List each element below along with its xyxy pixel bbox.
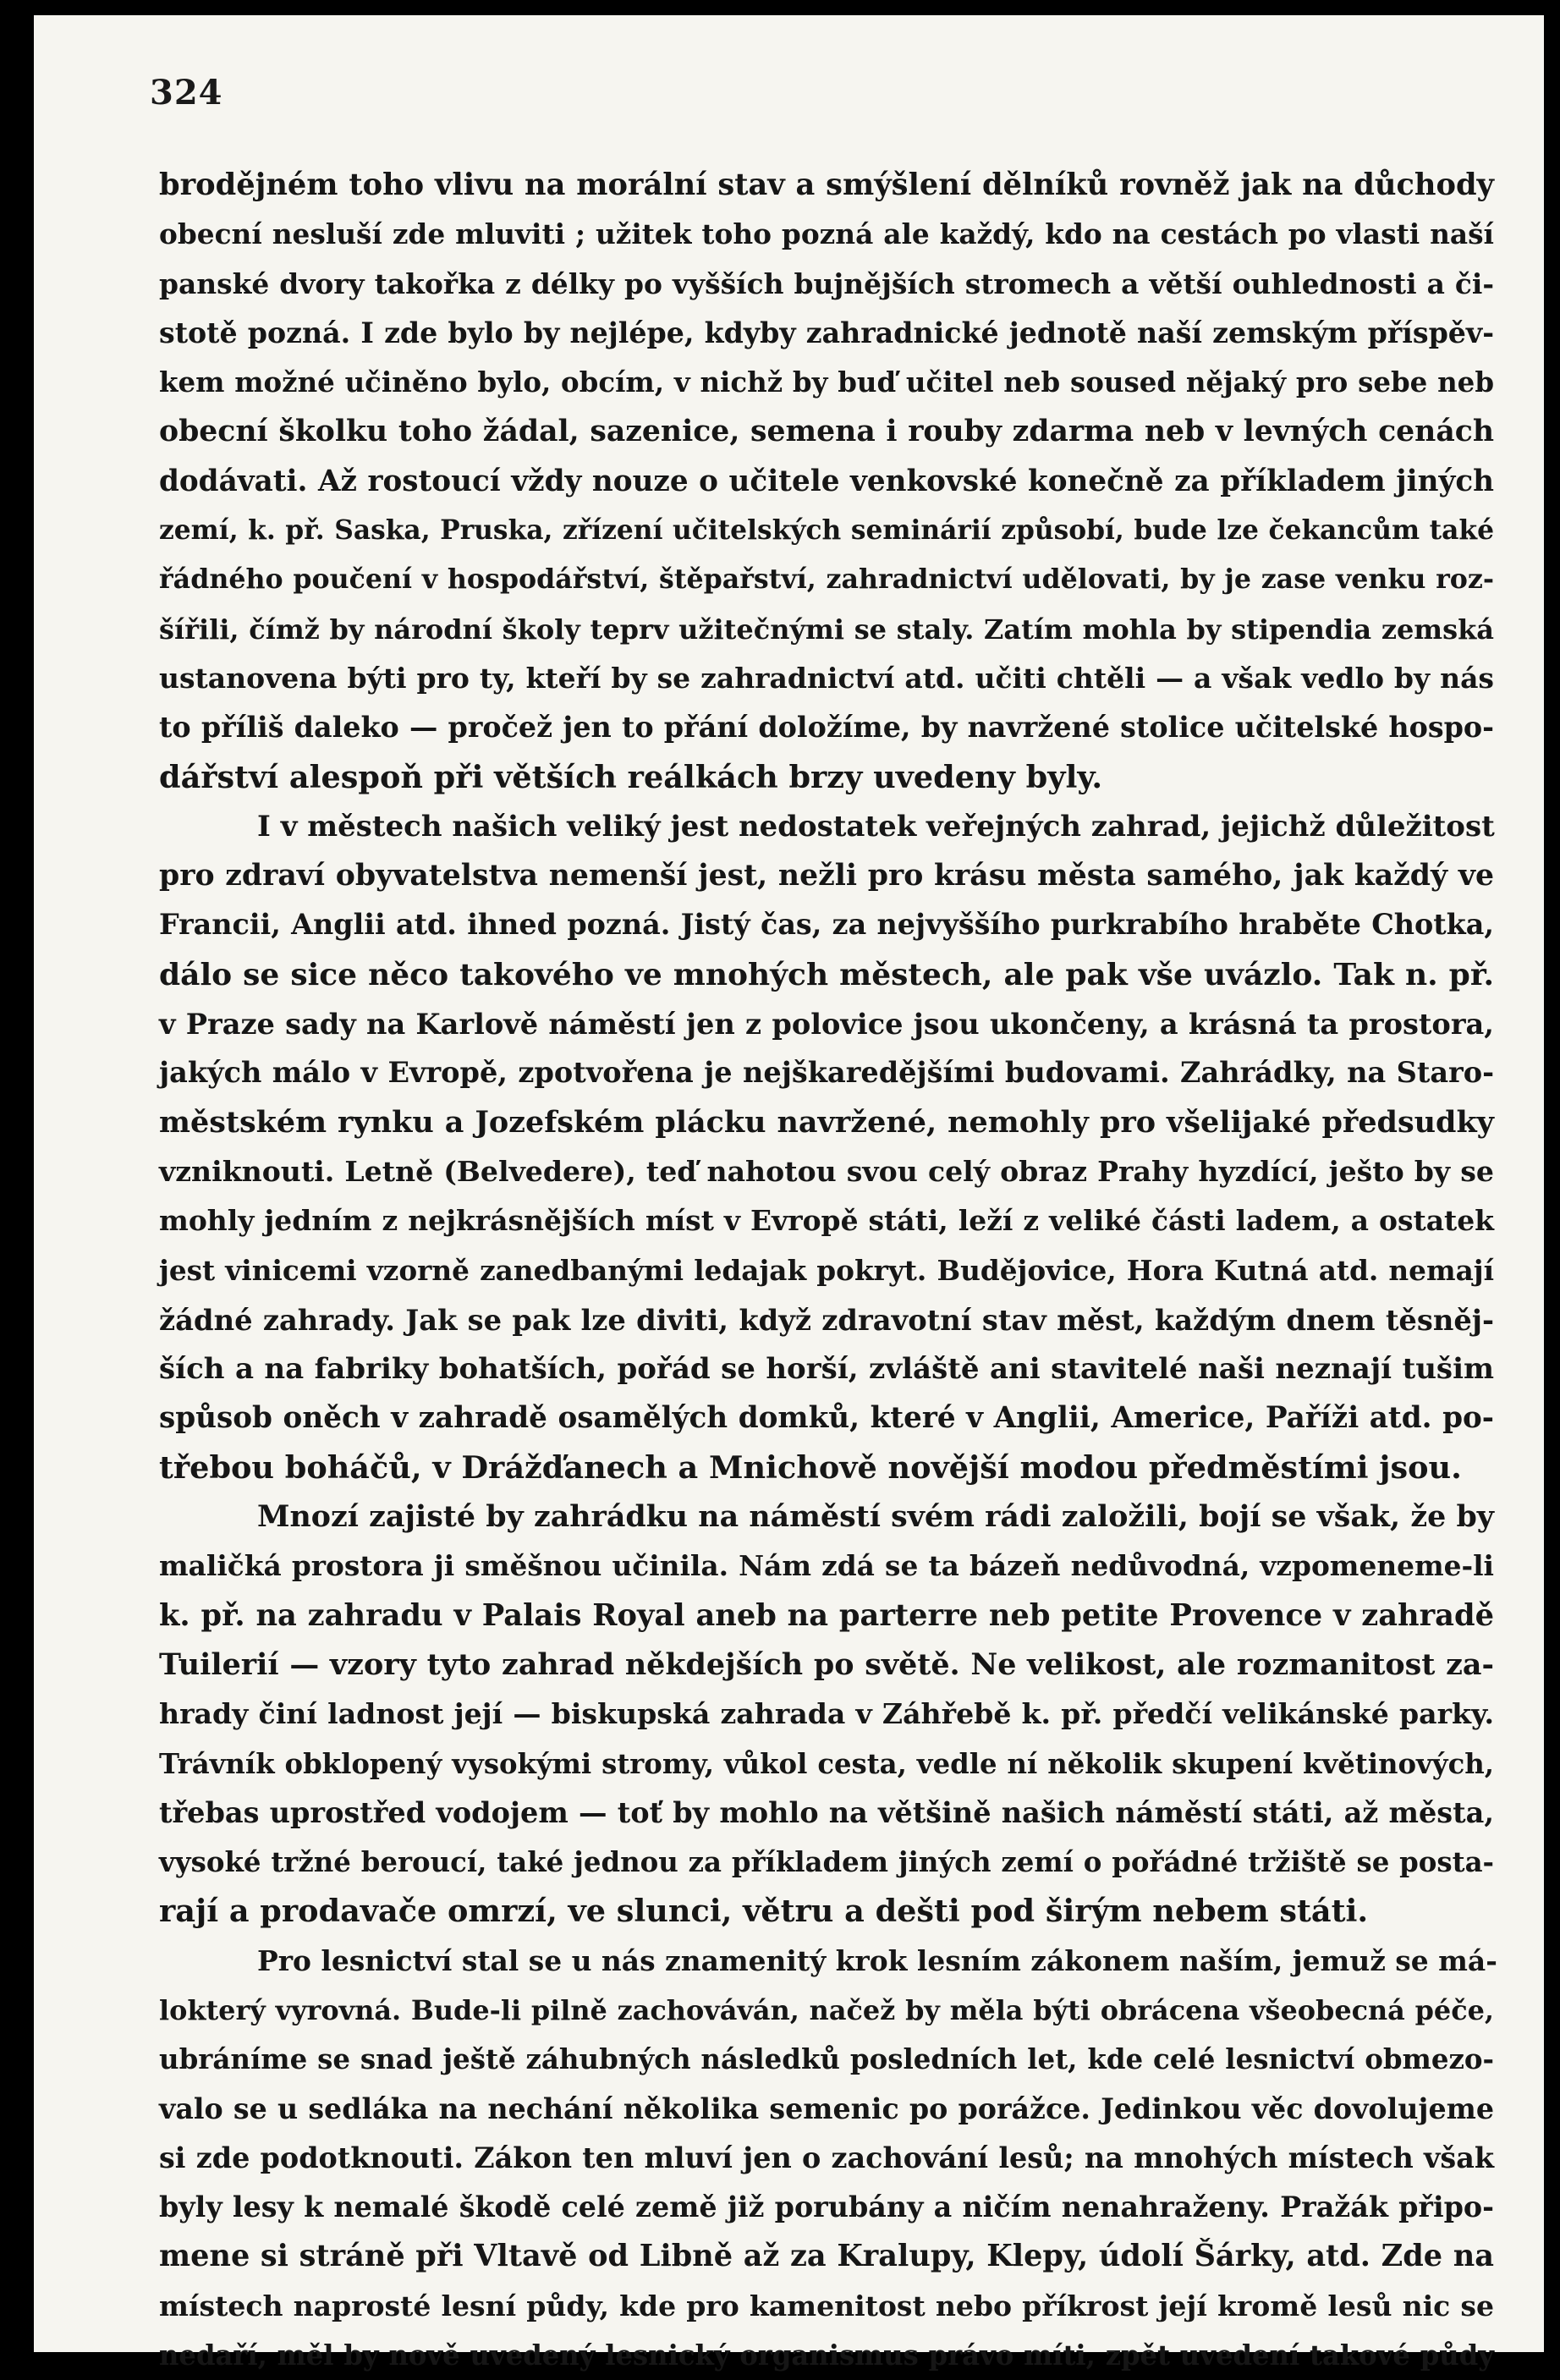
text-line: šířili, čímž by národní školy teprv užitečnými se staly. Zatím mohla by stipendia zemská — [159, 613, 1494, 646]
text-line: pro zdraví obyvatelstva nemenší jest, nežli pro krásu města samého, jak každý ve — [159, 858, 1494, 893]
text-line: mene si stráně při Vltavě od Libně až za Kralupy, Klepy, údolí Šárky, atd. Zde na — [159, 2239, 1494, 2274]
text-line: Tuilerií — vzory tyto zahrad někdejších po světě. Ne velikost, ale rozmanitost za- — [159, 1646, 1494, 1682]
text-line: městském rynku a Jozefském plácku navržené, nemohly pro všelijaké předsudky — [159, 1104, 1494, 1140]
text-line: zemí, k. př. Saska, Pruska, zřízení učitelských seminárií způsobí, bude lze čekancům také — [159, 515, 1494, 547]
text-line: k. př. na zahradu v Palais Royal aneb na parterre neb petite Provence v zahradě — [159, 1597, 1494, 1633]
scanned-page — [34, 15, 1544, 2372]
body-text — [159, 161, 1497, 2380]
text-line: panské dvory takořka z délky po vyšších bujnějších stromech a větší ouhlednosti a či- — [159, 267, 1494, 300]
text-line: dálo se sice něco takového ve mnohých městech, ale pak vše uvázlo. Tak n. př. — [159, 956, 1494, 992]
text-line: rají a prodavače omrzí, ve slunci, větru a dešti pod širým nebem státi. — [159, 1893, 1369, 1930]
page-number: 324 — [150, 73, 223, 113]
text-line: mohly jedním z nejkrásnějších míst v Evropě státi, leží z veliké části ladem, a ostatek — [159, 1204, 1494, 1238]
text-line: řádného poučení v hospodářství, štěpařství, zahradnictví udělovati, by je zase venku roz- — [159, 563, 1494, 596]
text-line: třebas uprostřed vodojem — toť by mohlo na většině našich náměstí státi, až města, — [159, 1795, 1494, 1829]
text-line: Francii, Anglii atd. ihned pozná. Jistý čas, za nejvyššího purkrabího hraběte Chotka, — [159, 908, 1494, 942]
paragraph-first-line: Pro lesnictví stal se u nás znamenitý krok lesním zákonem naším, jemuž se má- — [257, 1943, 1497, 1977]
text-line: v Praze sady na Karlově náměstí jen z polovice jsou ukončeny, a krásná ta prostora, — [159, 1007, 1494, 1042]
text-line: obecní školku toho žádal, sazenice, semena i rouby zdarma neb v levných cenách — [159, 415, 1494, 449]
text-line: kem možné učiněno bylo, obcím, v nichž by buď učitel neb soused nějaký pro sebe neb — [159, 366, 1494, 399]
text-line: spůsob oněch v zahradě osamělých domků, které v Anglii, Americe, Paříži atd. po- — [159, 1401, 1494, 1436]
text-line: si zde podotknouti. Zákon ten mluví jen o zachování lesů; na mnohých místech však — [159, 2141, 1494, 2174]
text-line: třebou boháčů, v Drážďanech a Mnichově novější modou předměstími jsou. — [159, 1448, 1462, 1486]
text-line: ších a na fabriky bohatších, pořád se horší, zvláště ani stavitelé naši neznají tušim — [159, 1352, 1494, 1387]
text-line: dodávati. Až rostoucí vždy nouze o učitele venkovské konečně za příkladem jiných — [159, 464, 1494, 498]
text-line: to příliš daleko — pročež jen to přání doložíme, by navržené stolice učitelské hospo- — [159, 711, 1494, 745]
text-line: maličká prostora ji směšnou učinila. Nám zdá se ta bázeň nedůvodná, vzpomeneme-li — [159, 1549, 1494, 1583]
text-line: stotě pozná. I zde bylo by nejlépe, kdyby zahradnické jednotě naší zemským příspěv- — [159, 316, 1494, 349]
text-line: vysoké tržné beroucí, také jednou za příkladem jiných zemí o pořádné tržiště se posta- — [159, 1846, 1494, 1879]
text-line: nedaří, měl by nově uvedený lesnický organismus právo míti, zpět uvedení takové půdy — [159, 2339, 1494, 2372]
text-line: jest vinicemi vzorně zanedbanými ledajak pokryt. Budějovice, Hora Kutná atd. nemají — [159, 1253, 1494, 1287]
text-line: ubráníme se snad ještě záhubných následků posledních let, kde celé lesnictví obmezo- — [159, 2043, 1494, 2076]
text-line: ustanovena býti pro ty, kteří by se zahradnictví atd. učiti chtěli — a však vedlo by nás — [159, 661, 1494, 695]
text-line: hrady činí ladnost její — biskupská zahrada v Záhřebě k. př. předčí velikánské parky. — [159, 1697, 1494, 1731]
text-line: vzniknouti. Letně (Belvedere), teď nahotou svou celý obraz Prahy hyzdící, ješto by se — [159, 1154, 1494, 1188]
text-line: byly lesy k nemalé škodě celé země již porubány a ničím nenahraženy. Pražák připo- — [159, 2190, 1494, 2224]
paragraph-first-line: Mnozí zajisté by zahrádku na náměstí svém rádi založili, bojí se však, že by — [257, 1499, 1494, 1535]
text-line: místech naprosté lesní půdy, kde pro kamenitost nebo příkrost její kromě lesů nic se — [159, 2289, 1494, 2322]
text-line: dářství alespoň při větších reálkách brzy uvedeny byly. — [159, 758, 1103, 795]
text-line: jakých málo v Evropě, zpotvořena je nejškaredějšími budovami. Zahrádky, na Staro- — [159, 1056, 1494, 1090]
text-line: žádné zahrady. Jak se pak lze diviti, když zdravotní stav měst, každým dnem těsněj- — [159, 1302, 1494, 1337]
paragraph-first-line: I v městech našich veliký jest nedostatek veřejných zahrad, jejichž důležitost — [257, 809, 1495, 844]
text-line: obecní nesluší zde mluviti ; užitek toho pozná ale každý, kdo na cestách po vlasti naší — [159, 217, 1494, 251]
text-line: valo se u sedláka na nechání několika semenic po porážce. Jedinkou věc dovolujeme — [159, 2091, 1494, 2125]
text-line: lokterý vyrovná. Bude-li pilně zachováván, načež by měla býti obrácena všeobecná péče, — [159, 1993, 1494, 2026]
text-line: Trávník obklopený vysokými stromy, vůkol cesta, vedle ní několik skupení květinových, — [159, 1747, 1494, 1780]
text-line: brodějném toho vlivu na morální stav a smýšlení dělníků rovněž jak na důchody — [159, 168, 1494, 202]
